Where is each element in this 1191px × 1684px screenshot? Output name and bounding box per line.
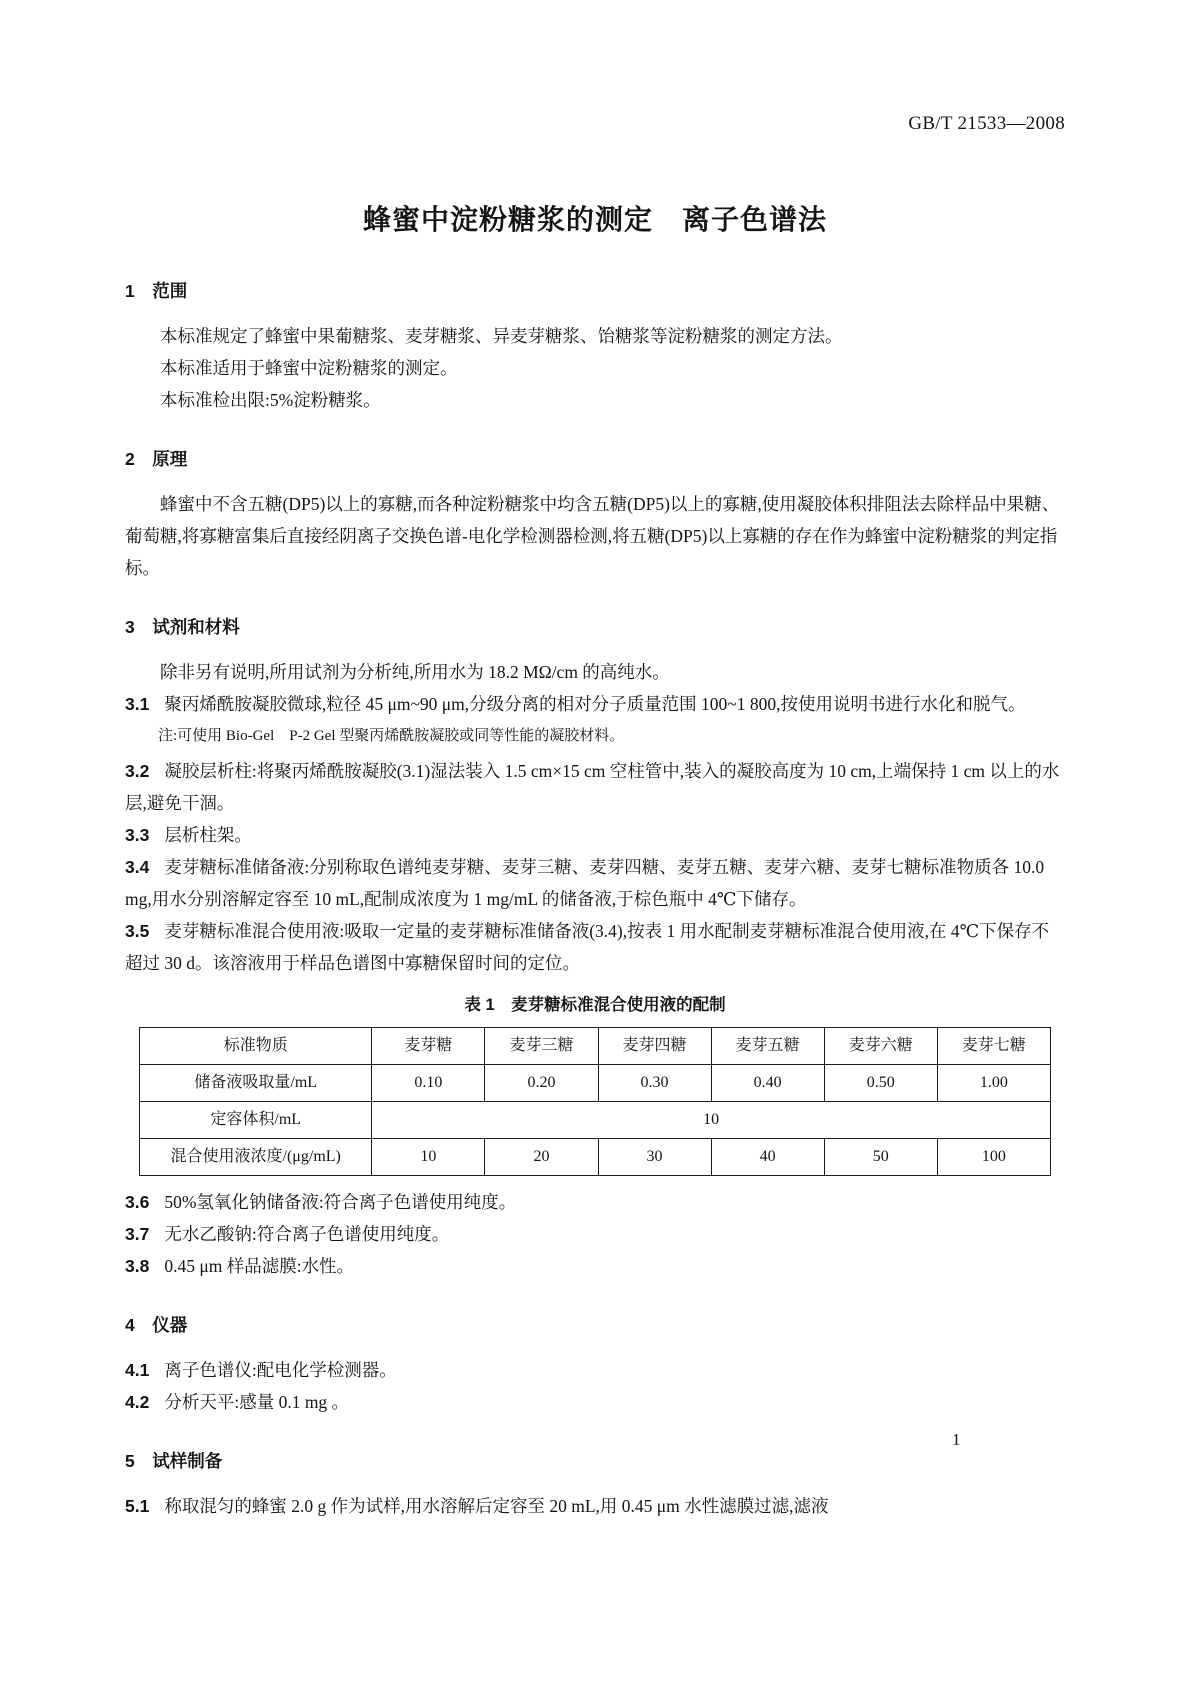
clause-3-3 (125, 819, 1065, 851)
clause-text: 离子色谱仪:配电化学检测器。 (164, 1360, 397, 1380)
clause-4-1 (125, 1354, 1065, 1386)
clause-text: 聚丙烯酰胺凝胶微球,粒径 45 μm~90 μm,分级分离的相对分子质量范围 100~1 800,按使用说明书进行水化和脱气。 (164, 694, 1026, 714)
clause-5-1 (125, 1490, 1065, 1522)
paragraph: 本标准规定了蜂蜜中果葡糖浆、麦芽糖浆、异麦芽糖浆、饴糖浆等淀粉糖浆的测定方法。 (160, 326, 843, 346)
section-2-heading: 2 原理 (125, 449, 188, 469)
clause-text: 0.45 μm 样品滤膜:水性。 (164, 1256, 355, 1276)
clause-number: 3.7 (125, 1224, 150, 1244)
clause-number: 3.1 (125, 694, 150, 714)
clause-number: 4.1 (125, 1360, 150, 1380)
page-title: 蜂蜜中淀粉糖浆的测定 离子色谱法 (362, 204, 827, 235)
clause-number: 4.2 (125, 1392, 150, 1412)
clause-text: 称取混匀的蜂蜜 2.0 g 作为试样,用水溶解后定容至 20 mL,用 0.45 μm 水性滤膜过滤,滤液 (164, 1496, 829, 1516)
table-cell-merged: 10 (372, 1102, 1051, 1139)
table-header-cell: 标准物质 (140, 1028, 372, 1065)
table-cell: 0.30 (598, 1065, 711, 1102)
paragraph: 本标准检出限:5%淀粉糖浆。 (160, 390, 381, 410)
clause-text: 50%氢氧化钠储备液:符合离子色谱使用纯度。 (164, 1192, 517, 1212)
table-header-cell: 麦芽四糖 (598, 1028, 711, 1065)
table-cell: 40 (711, 1139, 824, 1176)
paragraph: 除非另有说明,所用试剂为分析纯,所用水为 18.2 MΩ/cm 的高纯水。 (160, 662, 670, 682)
table-header-cell: 麦芽糖 (372, 1028, 485, 1065)
clause-number: 3.5 (125, 921, 150, 941)
clause-text: 层析柱架。 (164, 825, 252, 845)
clause-number: 3.4 (125, 857, 150, 877)
clause-text: 无水乙酸钠:符合离子色谱使用纯度。 (164, 1224, 450, 1244)
clause-text: 麦芽糖标准混合使用液:吸取一定量的麦芽糖标准储备液(3.4),按表 1 用水配制麦芽糖标准混合使用液,在 4℃下保存不超过 30 d。该溶液用于样品色谱图中寡糖保留时间的定位。 (125, 921, 1050, 973)
clause-3-5 (125, 915, 1065, 979)
clause-3-1 (125, 688, 1065, 720)
table-cell: 0.50 (824, 1065, 937, 1102)
table-row-header (140, 1028, 1051, 1065)
section-5-heading: 5 试样制备 (125, 1451, 223, 1471)
standard-number: GB/T 21533—2008 (908, 113, 1065, 134)
table-cell: 0.10 (372, 1065, 485, 1102)
table-cell: 0.20 (485, 1065, 598, 1102)
paragraph: 本标准适用于蜂蜜中淀粉糖浆的测定。 (160, 358, 458, 378)
clause-text: 分析天平:感量 0.1 mg 。 (164, 1392, 350, 1412)
note-text: 注:可使用 Bio-Gel P-2 Gel 型聚丙烯酰胺凝胶或同等性能的凝胶材料。 (158, 728, 625, 744)
table-1-caption: 表 1 麦芽糖标准混合使用液的配制 (464, 996, 726, 1014)
clause-3-8 (125, 1250, 1065, 1282)
table-cell: 100 (937, 1139, 1050, 1176)
page-number: 1 (952, 1430, 961, 1449)
clause-number: 3.6 (125, 1192, 150, 1212)
table-row (140, 1065, 1051, 1102)
clause-3-4 (125, 851, 1065, 915)
table-cell: 0.40 (711, 1065, 824, 1102)
clause-4-2 (125, 1386, 1065, 1418)
clause-number: 3.3 (125, 825, 150, 845)
table-header-cell: 麦芽五糖 (711, 1028, 824, 1065)
table-1 (139, 1027, 1051, 1176)
table-header-cell: 麦芽三糖 (485, 1028, 598, 1065)
table-cell: 50 (824, 1139, 937, 1176)
paragraph: 蜂蜜中不含五糖(DP5)以上的寡糖,而各种淀粉糖浆中均含五糖(DP5)以上的寡糖,使用凝胶体积排阻法去除样品中果糖、葡萄糖,将寡糖富集后直接经阴离子交换色谱-电化学检测器检测,将五糖(DP5)以上寡糖的存在作为蜂蜜中淀粉糖浆的判定指标。 (125, 494, 1060, 578)
section-1-heading: 1 范围 (125, 281, 188, 301)
clause-3-2 (125, 755, 1065, 819)
clause-3-7 (125, 1218, 1065, 1250)
clause-text: 凝胶层析柱:将聚丙烯酰胺凝胶(3.1)湿法装入 1.5 cm×15 cm 空柱管中,装入的凝胶高度为 10 cm,上端保持 1 cm 以上的水层,避免干涸。 (125, 761, 1060, 813)
table-header-cell: 麦芽七糖 (937, 1028, 1050, 1065)
section-4-heading: 4 仪器 (125, 1315, 188, 1335)
clause-number: 3.8 (125, 1256, 150, 1276)
clause-number: 3.2 (125, 761, 150, 781)
table-row (140, 1102, 1051, 1139)
clause-3-6 (125, 1186, 1065, 1218)
clause-number: 5.1 (125, 1496, 150, 1516)
table-cell: 10 (372, 1139, 485, 1176)
table-row-label: 定容体积/mL (140, 1102, 372, 1139)
table-cell: 20 (485, 1139, 598, 1176)
table-cell: 1.00 (937, 1065, 1050, 1102)
table-row (140, 1139, 1051, 1176)
section-3-heading: 3 试剂和材料 (125, 617, 240, 637)
table-row-label: 储备液吸取量/mL (140, 1065, 372, 1102)
table-row-label: 混合使用液浓度/(μg/mL) (140, 1139, 372, 1176)
table-cell: 30 (598, 1139, 711, 1176)
table-header-cell: 麦芽六糖 (824, 1028, 937, 1065)
clause-text: 麦芽糖标准储备液:分别称取色谱纯麦芽糖、麦芽三糖、麦芽四糖、麦芽五糖、麦芽六糖、麦芽七糖标准物质各 10.0 mg,用水分别溶解定容至 10 mL,配制成浓度为 1 mg/mL 的储备液,于棕色瓶中 4℃下储存。 (125, 857, 1045, 909)
